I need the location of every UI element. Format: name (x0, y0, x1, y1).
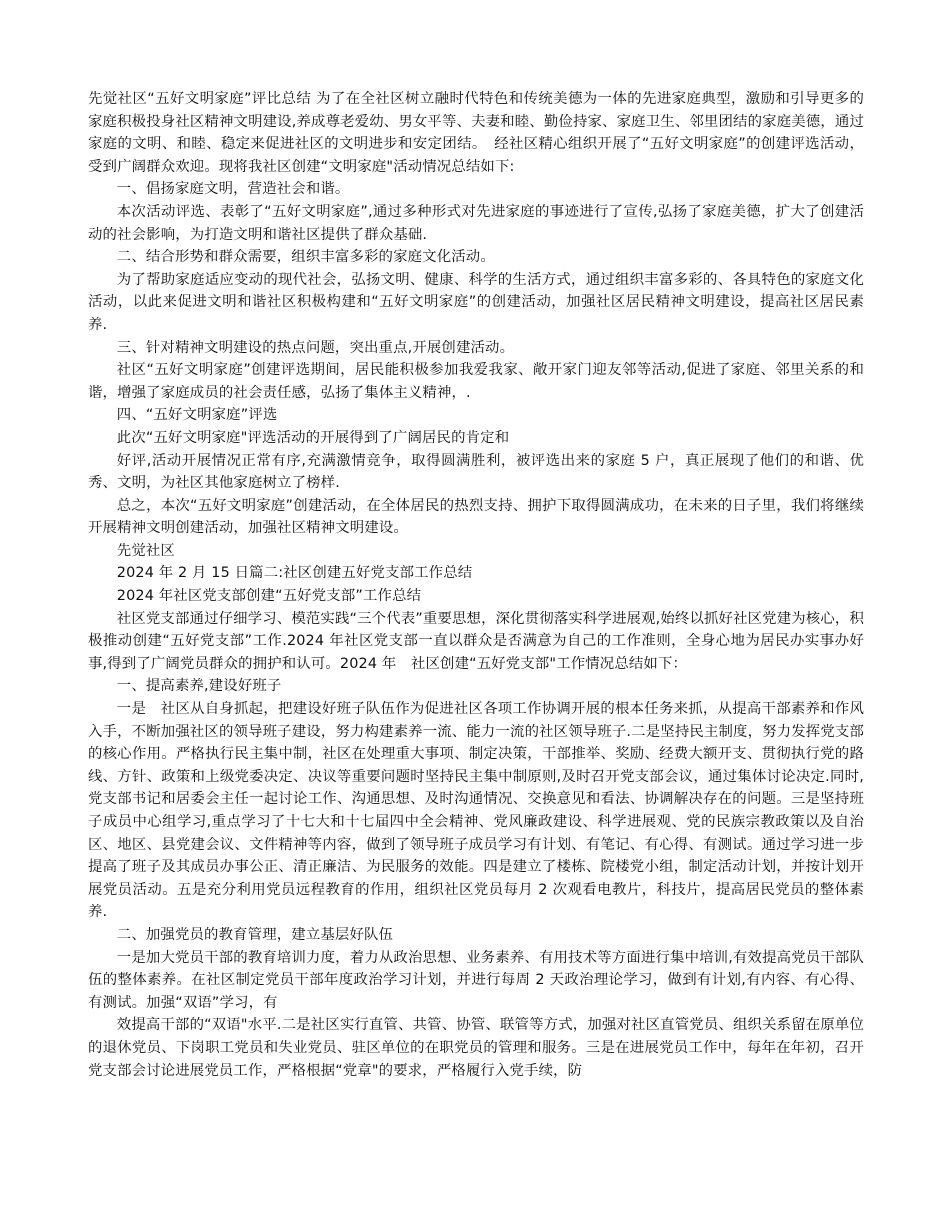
intro-paragraph: 先觉社区“五好文明家庭”评比总结 为了在全社区树立融时代特色和传统美德为一体的先进家庭典型，激励和引导更多的家庭积极投身社区精神文明建设,养成尊老爱幼、男女平等、夫妻和睦、勤俭持家、家庭卫生、邻里团结的家庭美德，通过家庭的文明、和睦、稳定来促进社区的文明进步和安定团结。 经社区精心组织开展了“五好文明家庭”的创建评选活动，受到广阔群众欢迎。现将我社区创建“文明家庭"活动情况总结如下: (88, 91, 864, 175)
date-line: 2024 年 2 月 15 日篇二:社区创建五好党支部工作总结 (116, 565, 473, 582)
section-heading-5: 一、提高素养,建设好班子 (116, 678, 282, 695)
body-paragraph: 为了帮助家庭适应变动的现代社会，弘扬文明、健康、科学的生活方式，通过组织丰富多彩的、各具特色的家庭文化活动，以此来促进文明和谐社区积极构建和“五好文明家庭”的创建活动，加强社区居民精神文明建设，提高社区居民素养. (88, 271, 864, 333)
body-paragraph: 好评,活动开展情况正常有序,充满激情竞争，取得圆满胜利，被评选出来的家庭 5 户，真正展现了他们的和谐、优秀、文明，为社区其他家庭树立了榜样. (88, 452, 864, 492)
conclusion-paragraph: 总之，本次“五好文明家庭”创建活动，在全体居民的热烈支持、拥护下取得圆满成功，在未来的日子里，我们将继续开展精神文明创建活动，加强社区精神文明建设。 (88, 497, 864, 537)
document-subtitle: 2024 年社区党支部创建“五好党支部”工作总结 (116, 588, 422, 605)
body-paragraph: 本次活动评选、表彰了“五好文明家庭”,通过多种形式对先进家庭的事迹进行了宣传,弘扬了家庭美德，扩大了创建活动的社会影响，为打造文明和谐社区提供了群众基础. (88, 203, 864, 243)
body-paragraph: 一是加大党员干部的教育培训力度，着力从政治思想、业务素养、有用技术等方面进行集中培训,有效提高党员干部队伍的整体素养。在社区制定党员干部年度政治学习计划，并进行每周 2 天政治理论学习，做到有计划,有内容、有心得、有测试。加强“双语”学习，有 (88, 949, 864, 1011)
section-heading-6: 二、加强党员的教育管理，建立基层好队伍 (116, 926, 394, 943)
document-page (88, 88, 864, 1082)
section-heading-4: 四、“五好文明家庭”评选 (116, 407, 278, 424)
section-heading-2: 二、结合形势和群众需要，组织丰富多彩的家庭文化活动。 (116, 249, 495, 266)
section-heading-1: 一、倡扬家庭文明，营造社会和谐。 (116, 181, 350, 198)
section-heading-3: 三、针对精神文明建设的热点问题，突出重点,开展创建活动。 (116, 339, 515, 356)
body-paragraph: 效提高干部的“双语"水平.二是社区实行直管、共管、协管、联管等方式，加强对社区直管党员、组织关系留在原单位的退休党员、下岗职工党员和失业党员、驻区单位的在职党员的管理和服务。三是在进展党员工作中，每年在年初，召开党支部会讨论进展党员工作，严格根据“党章"的要求，严格履行入党手续，防 (88, 1017, 864, 1079)
body-paragraph: 此次“五好文明家庭"评选活动的开展得到了广阔居民的肯定和 (116, 429, 510, 446)
body-paragraph: 社区党支部通过仔细学习、模范实践“三个代表”重要思想，深化贯彻落实科学进展观,始终以抓好社区党建为核心，积极推动创建“五好党支部”工作.2024 年社区党支部一直以群众是否满意为自己的工作准则，全身心地为居民办实事办好事,得到了广阔党员群众的拥护和认可。2024 年 社区创建“五好党支部"工作情况总结如下： (88, 610, 864, 672)
signature-line: 先觉社区 (116, 542, 175, 559)
body-paragraph: 社区“五好文明家庭”创建评选期间，居民能积极参加我爱我家、敞开家门迎友邻等活动,促进了家庭、邻里关系的和谐，增强了家庭成员的社会责任感，弘扬了集体主义精神，. (88, 362, 864, 401)
body-paragraph: 一是 社区从自身抓起，把建设好班子队伍作为促进社区各项工作协调开展的根本任务来抓，从提高干部素养和作风入手，不断加强社区的领导班子建设，努力构建素养一流、能力一流的社区领导班子.二是坚持民主制度，努力发挥党支部的核心作用。严格执行民主集中制，社区在处理重大事项、制定决策，干部推举、奖励、经费大额开支、贯彻执行党的路线、方针、政策和上级党委决定、决议等重要问题时坚持民主集中制原则,及时召开党支部会议，通过集体讨论决定.同时,党支部书记和居委会主任一起讨论工作、沟通思想、及时沟通情况、交换意见和看法、协调解决存在的问题。三是坚持班子成员中心组学习,重点学习了十七大和十七届四中全会精神、党风廉政建设、科学进展观、党的民族宗教政策以及自治区、地区、县党建会议、文件精神等内容，做到了领导班子成员学习有计划、有笔记、有心得、有测试。通过学习进一步提高了班子及其成员办事公正、清正廉洁、为民服务的效能。四是建立了楼栋、院楼党小组，制定活动计划，并按计划开展党员活动。五是充分利用党员远程教育的作用，组织社区党员每月 2 次观看电教片，科技片，提高居民党员的整体素养. (88, 701, 864, 921)
